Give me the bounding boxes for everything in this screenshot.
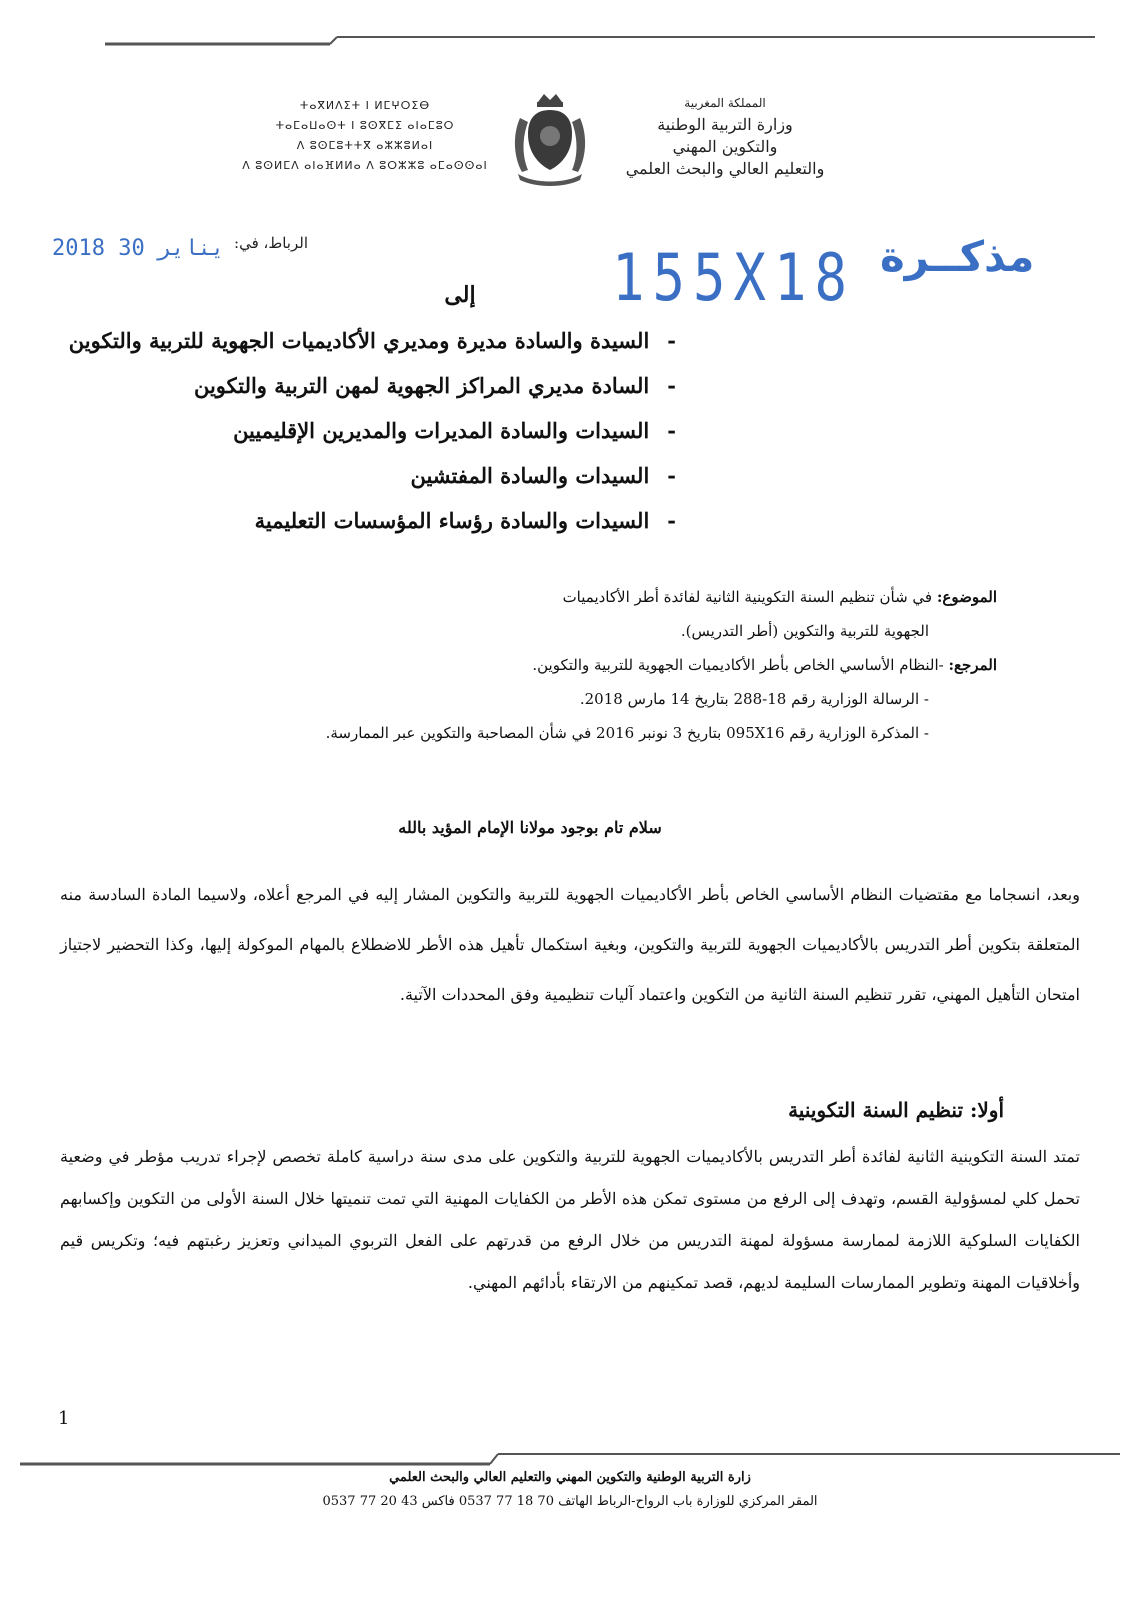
date-stamp: 2018 يناير 30	[52, 236, 225, 261]
tifinagh-line: ⴷ ⵓⵙⵍⵎⴷ ⴰⵏⴰⴼⵍⵍⴰ ⴷ ⵓⵔⵣⵣⵓ ⴰⵎⴰⵙⵙⴰⵏ	[242, 159, 488, 172]
ministry-line: والتعليم العالي والبحث العلمي	[625, 159, 825, 178]
recipient-item: -السيدات والسادة رؤساء المؤسسات التعليمية	[254, 508, 676, 533]
recipient-text: السيدات والسادة رؤساء المؤسسات التعليمية	[254, 508, 650, 533]
recipient-item: -السيدة والسادة مديرة ومديري الأكاديميات الجهوية للتربية والتكوين	[68, 328, 676, 353]
memo-word-stamp: مذكــرة	[880, 232, 1035, 281]
subject-row-continued: الجهوية للتربية والتكوين (أطر التدريس).	[680, 622, 929, 640]
ministry-line: وزارة التربية الوطنية	[657, 115, 793, 134]
recipient-text: السيدة والسادة مديرة ومديري الأكاديميات الجهوية للتربية والتكوين	[68, 328, 650, 353]
reference-item: - المذكرة الوزارية رقم 095X16 بتاريخ 3 نونبر 2016 في شأن المصاحبة والتكوين عبر الممارسة.	[325, 724, 929, 742]
footer-address: المقر المركزي للوزارة باب الرواح-الرباط الهاتف 70 18 77 0537 فاكس 43 20 77 0537	[322, 1494, 818, 1509]
intro-paragraph: وبعد، انسجاما مع مقتضيات النظام الأساسي الخاص بأطر الأكاديميات الجهوية للتربية والتكوين المشار إليه في المرجع أعلاه، ولاسيما المادة السادسة منه المتعلقة بتكوين أطر التدريس بالأكاديميات الجهوية للتربية والتكوين، وبغية استكمال تأهيل هذه الأطر للاضطلاع بالمهام الموكولة إليها، وكذا التحضير لاجتياز امتحان التأهيل المهني، تقرر تنظيم السنة الثانية من التكوين واعتماد آليات تنظيمية وفق المحددات الآتية.	[60, 885, 1081, 1004]
top-decorative-rule	[105, 36, 1095, 50]
date-label: الرباط، في:	[234, 234, 308, 252]
subject-label: الموضوع:	[936, 588, 997, 606]
reference-row	[117, 648, 997, 682]
recipients-heading: إلى	[444, 282, 476, 308]
reference-label: المرجع:	[948, 656, 997, 674]
subject-text: في شأن تنظيم السنة التكوينية الثانية لفائدة أطر الأكاديميات	[562, 588, 933, 606]
ministry-header	[600, 92, 850, 180]
recipient-item: -السادة مديري المراكز الجهوية لمهن التربية والتكوين	[193, 373, 676, 398]
recipient-item: -السيدات والسادة المفتشين	[410, 463, 676, 488]
bottom-decorative-rule	[20, 1448, 1120, 1470]
recipient-item: -السيدات والسادة المديرات والمديرين الإقليميين	[233, 418, 676, 443]
kingdom-name: المملكة المغربية	[684, 96, 766, 110]
tifinagh-header	[240, 96, 490, 176]
tifinagh-line: ⴷ ⵓⵙⵎⵓⵜⵜⴳ ⴰⵣⵣⵓⵍⴰⵏ	[296, 139, 434, 152]
subject-row	[117, 580, 997, 614]
reference-item: - الرسالة الوزارية رقم 18-288 بتاريخ 14 مارس 2018.	[579, 690, 929, 708]
recipient-text: السادة مديري المراكز الجهوية لمهن التربية والتكوين	[193, 373, 650, 398]
section-paragraph: تمتد السنة التكوينية الثانية لفائدة أطر التدريس بالأكاديميات الجهوية للتربية والتكوين على مدى سنة دراسية كاملة تخصص لإجراء تدريب مؤطر في وضعية تحمل كلي لمسؤولية القسم، وتهدف إلى الرفع من مستوى تمكن هذه الأطر من الكفايات المهنية التي تمت تنميتها خلال السنة الأولى من التكوين وإكسابهم الكفايات السلوكية اللازمة لممارسة مسؤولة لمهنة التدريس من خلال الرفع من قدرتهم على الفعل التربوي الميداني وتعزيز رغبتهم فيه؛ وتكريس قيم وأخلاقيات المهنة وتطوير الممارسات السليمة لديهم، قصد تمكينهم من الارتقاء بأدائهم المهني.	[60, 1147, 1081, 1292]
footer-ministry: زارة التربية الوطنية والتكوين المهني والتعليم العالي والبحث العلمي	[389, 1470, 751, 1485]
section-title: أولا: تنظيم السنة التكوينية	[788, 1098, 1004, 1122]
royal-emblem-icon	[500, 88, 600, 188]
reference-item: -النظام الأساسي الخاص بأطر الأكاديميات الجهوية للتربية والتكوين.	[532, 656, 944, 674]
recipient-text: السيدات والسادة المديرات والمديرين الإقليميين	[233, 418, 650, 443]
dateline	[48, 234, 308, 270]
greeting: سلام تام بوجود مولانا الإمام المؤيد بالله	[398, 818, 662, 837]
recipients-list	[0, 318, 676, 543]
tifinagh-line: ⵜⴰⴳⵍⴷⵉⵜ ⵏ ⵍⵎⵖⵔⵉⴱ	[299, 99, 431, 112]
memo-number-stamp: 155X18	[612, 240, 856, 316]
page-number: 1	[58, 1408, 70, 1429]
subject-reference-block	[117, 580, 997, 750]
tifinagh-line: ⵜⴰⵎⴰⵡⴰⵙⵜ ⵏ ⵓⵙⴳⵎⵉ ⴰⵏⴰⵎⵓⵔ	[275, 119, 455, 132]
ministry-line: والتكوين المهني	[672, 137, 778, 156]
recipient-text: السيدات والسادة المفتشين	[410, 463, 650, 488]
